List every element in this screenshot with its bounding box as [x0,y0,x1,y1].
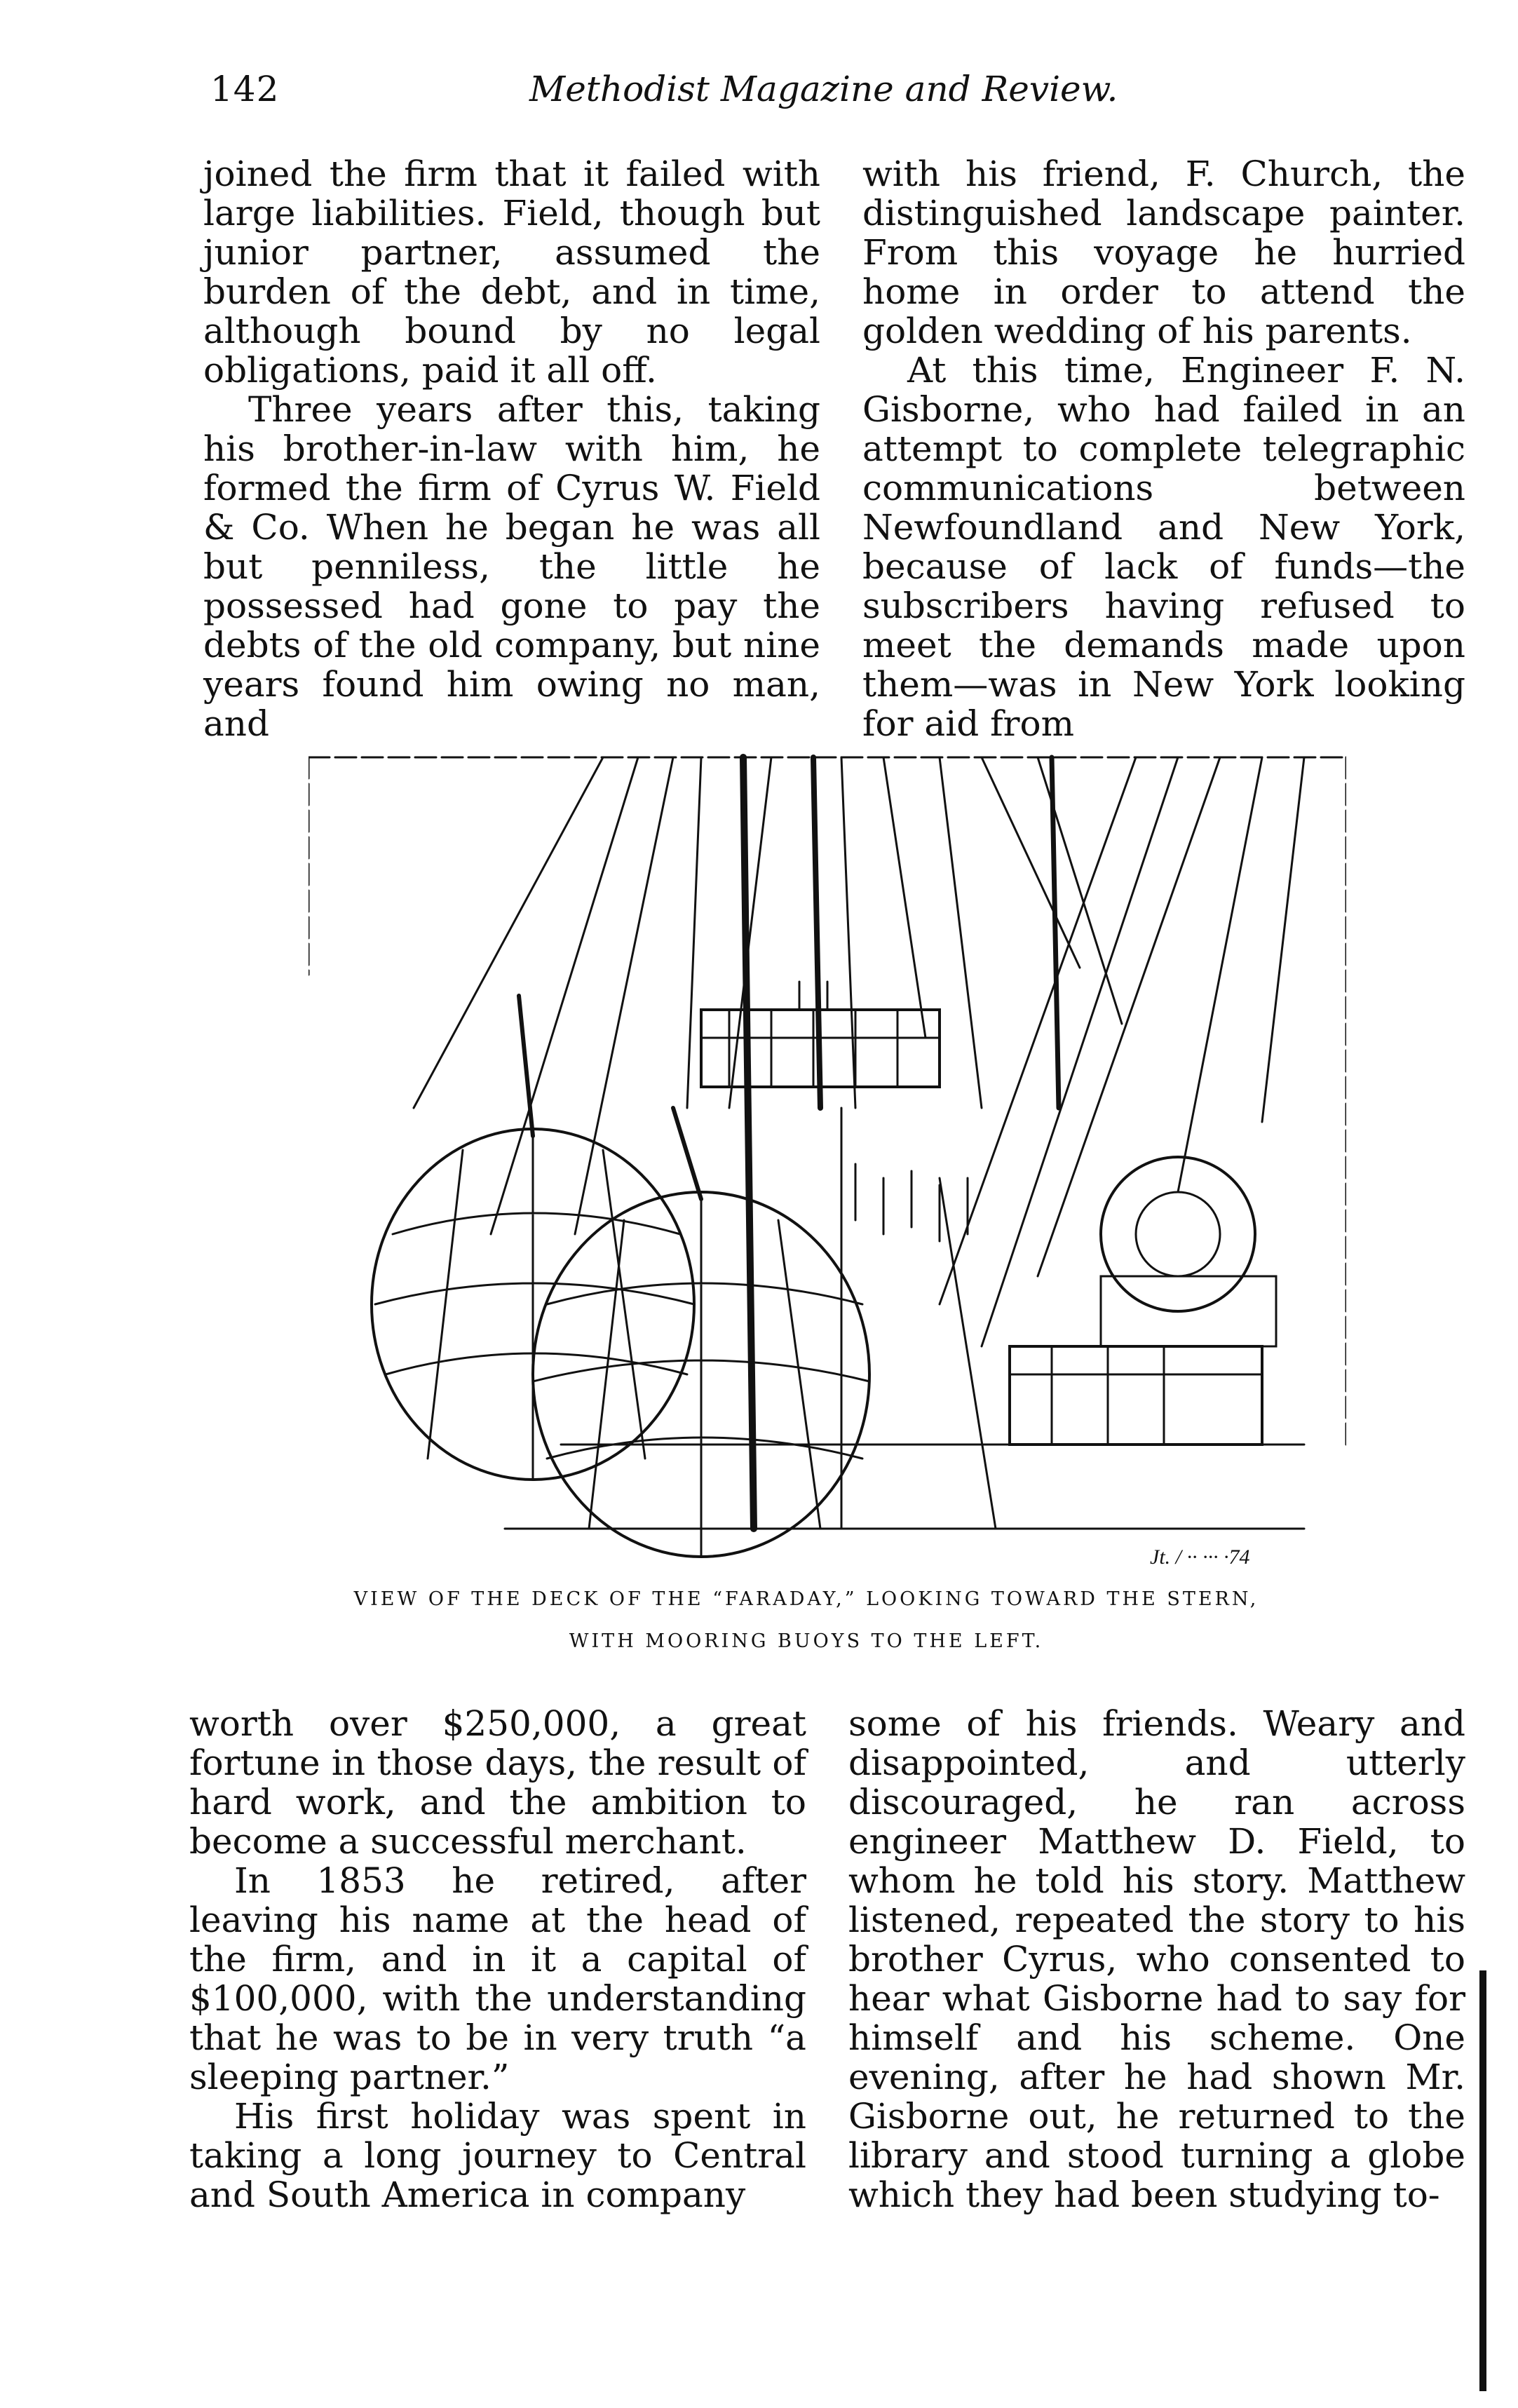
paragraph: In 1853 he retired, after leaving his name at the head of the firm, and in it a capital of $100,000, with the understanding that he was to be in very truth “a sleeping partner.” [189,1860,806,2097]
rigging [414,757,1304,1346]
paragraph: with his friend, F. Church, the distinguished landscape painter. From this voyage he hurried home in order to attend the golden wedding of his parents. [862,154,1465,351]
paragraph: Three years after this, taking his brother-in-law with him, he formed the firm of Cyrus W. Field & Co. When he began he was all but penniless, the little he possessed had gone to pay the debts of the old company, but nine years found him owing no man, and [203,389,820,744]
page-edge-rule [1479,1970,1486,2391]
paragraph: His first holiday was spent in taking a long journey to Central and South America in company [189,2096,806,2215]
mooring-buoy [533,1108,869,1557]
text-column-top-right [862,154,1465,743]
mast [743,757,754,1529]
crew-figures [799,982,968,1241]
paragraph: worth over $250,000, a great fortune in those days, the result of hard work, and the ambition to become a successful merchant. [189,1703,806,1862]
page-number: 142 [210,69,280,109]
deck [505,1108,1304,1529]
text-column-top-left [203,154,820,743]
figure-caption-line-2: WITH MOORING BUOYS TO THE LEFT. [569,1630,1044,1652]
artist-signature: Jt. / ·· ··· ·74 [1150,1545,1250,1569]
illustration-border [309,757,1346,1445]
paragraph: joined the firm that it failed with large liabilities. Field, though but junior partner, assumed the burden of the debt, and in time, although bound by no legal obligations, paid it all off. [203,154,820,391]
mooring-buoy [372,996,694,1480]
text-column-bottom-right [848,1704,1465,2214]
deck-crate [1010,1346,1262,1445]
running-head: Methodist Magazine and Review. [529,69,1118,109]
paragraph: some of his friends. Weary and disappointed, and utterly discouraged, he ran across engineer Matthew D. Field, to whom he told his story. Matthew listened, repeated the story to his brother Cyrus, who consented to hear what Gisborne had to say for himself and his scheme. One evening, after he had shown Mr. Gisborne out, he returned to the library and stood turning a globe which they had been studying to- [848,1703,1465,2215]
paragraph: At this time, Engineer F. N. Gisborne, who had failed in an attempt to complete telegraphic communications between Newfoundland and New York, because of lack of funds—the subscribers having refused to meet the demands made upon them—was in New York looking for aid from [862,350,1465,744]
cable-drum [1101,1157,1255,1311]
figure-caption-line-1: VIEW OF THE DECK OF THE “FARADAY,” LOOKING TOWARD THE STERN, [353,1588,1259,1610]
ship-deck-illustration [309,743,1346,1571]
text-column-bottom-left [189,1704,806,2214]
